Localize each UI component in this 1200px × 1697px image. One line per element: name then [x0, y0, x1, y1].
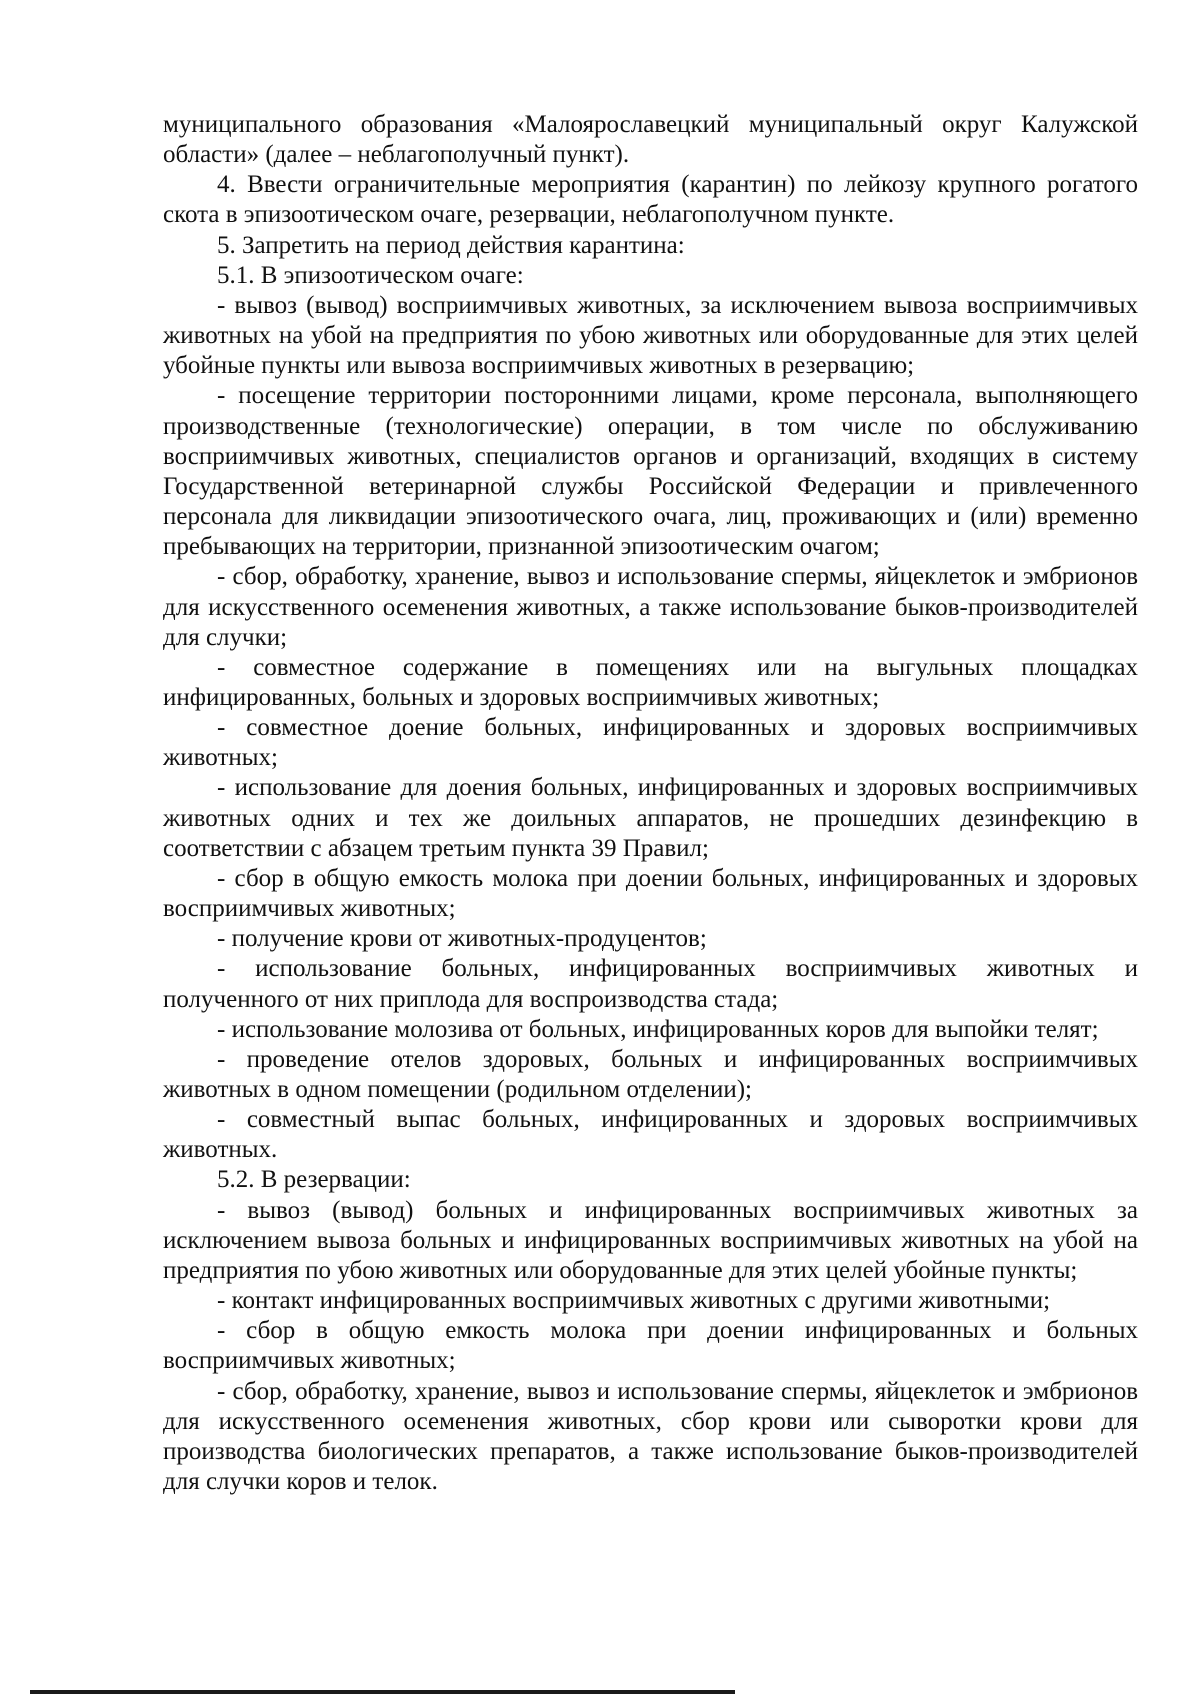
paragraph-item-5-1: 5.1. В эпизоотическом очаге:: [217, 261, 524, 289]
list-item: - сбор, обработку, хранение, вывоз и использование спермы, яйцеклеток и эмбрионов для искусственного осеменения животных, сбор крови или сыворотки крови для производства биологических препаратов, а также использование быков-производителей для случки коров и телок.: [163, 1377, 1138, 1496]
list-item: - проведение отелов здоровых, больных и инфицированных восприимчивых животных в одном помещении (родильном отделении);: [163, 1045, 1138, 1103]
list-item: - совместное содержание в помещениях или на выгульных площадках инфицированных, больных и здоровых восприимчивых животных;: [163, 653, 1138, 711]
paragraph-item-4: 4. Ввести ограничительные мероприятия (карантин) по лейкозу крупного рогатого скота в эпизоотическом очаге, резервации, неблагополучном пункте.: [163, 171, 1138, 229]
paragraph-item-5: 5. Запретить на период действия карантина:: [217, 231, 685, 259]
paragraph-continuation: муниципального образования «Малоярославецкий муниципальный округ Калужской области» (далее – неблагополучный пункт).: [163, 111, 1138, 169]
list-item: - совместный выпас больных, инфицированных и здоровых восприимчивых животных.: [163, 1106, 1138, 1164]
list-item: - использование больных, инфицированных восприимчивых животных и полученного от них приплода для воспроизводства стада;: [163, 955, 1138, 1013]
bottom-scan-edge-line: [30, 1690, 735, 1694]
list-item: - сбор в общую емкость молока при доении больных, инфицированных и здоровых восприимчивых животных;: [163, 864, 1138, 923]
list-item: - совместное доение больных, инфицированных и здоровых восприимчивых животных;: [163, 714, 1138, 772]
list-item: - получение крови от животных-продуцентов;: [217, 925, 707, 953]
list-item: - посещение территории посторонними лицами, кроме персонала, выполняющего производственные (технологические) операции, в том числе по обслуживанию восприимчивых животных, специалистов органов и организаций, входящих в систему Государственной ветеринарной службы Российской Федерации и привлеченного персонала для ликвидации эпизоотического очага, лиц, проживающих и (или) временно пребывающих на территории, признанной эпизоотическим очагом;: [163, 382, 1138, 561]
list-item: - вывоз (вывод) восприимчивых животных, за исключением вывоза восприимчивых животных на убой на предприятия по убою животных или оборудованные для этих целей убойные пункты или вывоза восприимчивых животных в резервацию;: [163, 291, 1138, 380]
list-item: - сбор, обработку, хранение, вывоз и использование спермы, яйцеклеток и эмбрионов для искусственного осеменения животных, а также использование быков-производителей для случки;: [163, 563, 1138, 651]
list-item: - вывоз (вывод) больных и инфицированных восприимчивых животных за исключением вывоза больных и инфицированных восприимчивых животных на убой на предприятия по убою животных или оборудованные для этих целей убойные пункты;: [163, 1196, 1138, 1284]
paragraph-item-5-2: 5.2. В резервации:: [217, 1166, 411, 1194]
list-item: - использование молозива от больных, инфицированных коров для выпойки телят;: [217, 1015, 1099, 1043]
list-item: - использование для доения больных, инфицированных и здоровых восприимчивых животных одних и тех же доильных аппаратов, не прошедших дезинфекцию в соответствии с абзацем третьим пункта 39 Правил;: [163, 774, 1138, 862]
document-body: [163, 110, 1138, 1497]
list-item: - контакт инфицированных восприимчивых животных с другими животными;: [217, 1287, 1051, 1315]
list-item: - сбор в общую емкость молока при доении инфицированных и больных восприимчивых животных;: [163, 1317, 1138, 1375]
